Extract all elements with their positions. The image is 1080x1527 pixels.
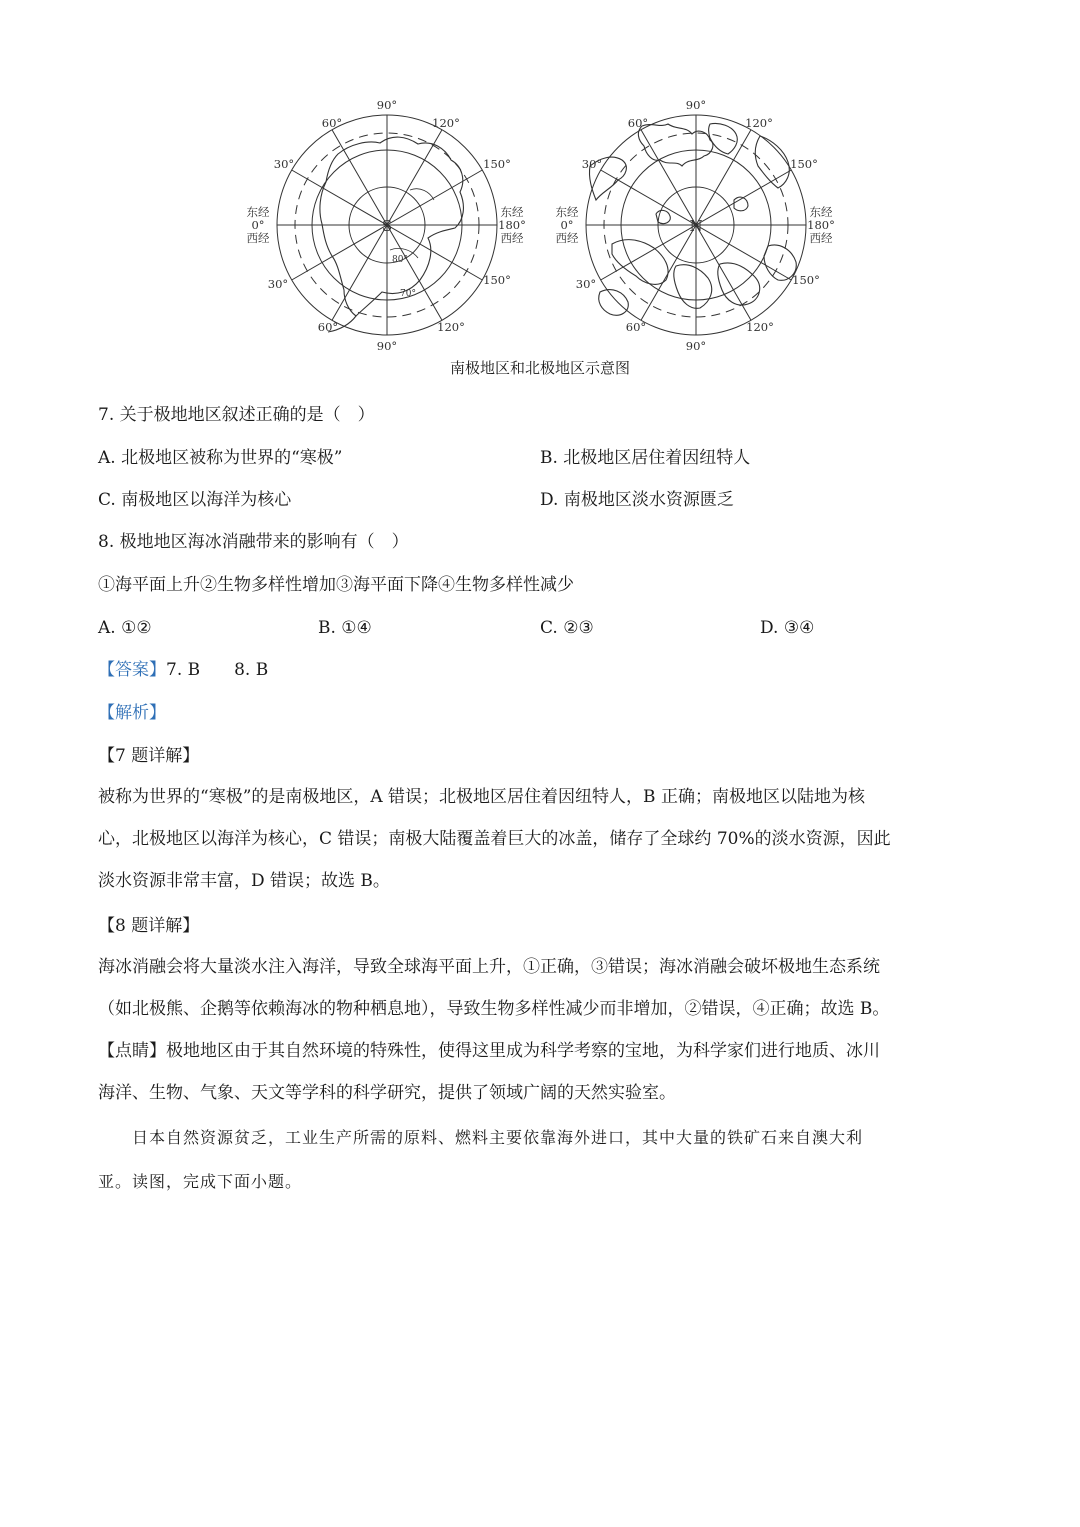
north-left-axis-zero: 0° — [560, 218, 574, 232]
intro-line: 日本自然资源贫乏，工业生产所需的原料、燃料主要依靠海外进口，其中大量的铁矿石来自澳大利 — [132, 1128, 864, 1147]
south-lat-80: 80° — [392, 255, 408, 265]
south-polar-map — [247, 98, 526, 353]
south-left-axis-west: 西经 — [246, 231, 270, 245]
south-lon-lower-right: 150° — [483, 273, 511, 287]
alaska-coast — [599, 290, 629, 316]
south-right-axis-east: 东经 — [500, 205, 524, 219]
polar-maps-figure — [240, 96, 840, 358]
q7-detail-title: 【7 题详解】 — [98, 746, 200, 766]
q8-detail-text — [98, 946, 978, 1114]
south-lon-bottom-left: 60° — [317, 320, 339, 334]
north-left-axis-east: 东经 — [555, 205, 579, 219]
tip-line: 【点睛】极地地区由于其自然环境的特殊性，使得这里成为科学考察的宝地，为科学家们进行地质、冰川 — [98, 1041, 880, 1061]
q7-detail-line: 被称为世界的“寒极”的是南极地区，A 错误；北极地区居住着因纽特人，B 正确；南极地区以陆地为核 — [98, 787, 865, 807]
q8-detail-title: 【8 题详解】 — [98, 916, 200, 936]
south-lon-upper-right: 150° — [483, 157, 511, 171]
q8-option-c: C. ②③ — [540, 618, 594, 638]
q8-option-b: B. ①④ — [318, 618, 372, 638]
q7-option-a: A. 北极地区被称为世界的“寒极” — [98, 448, 343, 468]
north-lon-top: 90° — [685, 98, 707, 112]
south-lon-top-left: 60° — [321, 116, 343, 130]
q7-detail-line: 淡水资源非常丰富，D 错误；故选 B。 — [98, 871, 390, 891]
q7-option-b: B. 北极地区居住着因纽特人 — [540, 448, 751, 468]
north-pole-label: N — [689, 217, 703, 235]
greenland-north — [709, 123, 738, 154]
north-lon-bottom-left: 60° — [625, 320, 647, 334]
north-lon-top-left: 60° — [627, 116, 649, 130]
north-polar-map — [556, 98, 835, 353]
south-left-axis-zero: 0° — [251, 218, 265, 232]
tip-line: 海洋、生物、气象、天文等学科的科学研究，提供了领域广阔的天然实验室。 — [98, 1083, 676, 1103]
q8-detail-line: （如北极熊、企鹅等依赖海冰的物种栖息地），导致生物多样性减少而非增加，②错误，④正确；故选 B。 — [98, 999, 890, 1019]
north-lon-bottom-right: 120° — [746, 320, 774, 334]
scandinavia — [674, 265, 712, 309]
q8-option-d: D. ③④ — [760, 618, 815, 638]
north-lon-upper-right: 150° — [790, 157, 818, 171]
q8-detail-line: 海冰消融会将大量淡水注入海洋，导致全球海平面上升，①正确，③错误；海冰消融会破坏极地生态系统 — [98, 957, 880, 977]
north-right-axis-east: 东经 — [809, 205, 833, 219]
north-left-axis-west: 西经 — [555, 231, 579, 245]
south-pole-label: S — [381, 217, 393, 235]
south-lat-70: 70° — [400, 289, 416, 299]
next-question-intro — [98, 1116, 978, 1204]
q7-stem: 7. 关于极地地区叙述正确的是（ ） — [98, 405, 375, 425]
south-lon-lower-left: 30° — [267, 277, 289, 291]
polar-maps-svg — [240, 96, 840, 358]
north-lon-top-right: 120° — [745, 116, 773, 130]
south-lon-upper-left: 30° — [273, 157, 295, 171]
analysis-label: 【解析】 — [98, 703, 166, 723]
answer-value: 7. B 8. B — [166, 660, 269, 680]
north-right-axis-180: 180° — [807, 218, 835, 232]
south-lon-bottom-right: 120° — [437, 320, 465, 334]
q7-detail-line: 心，北极地区以海洋为核心，C 错误；南极大陆覆盖着巨大的冰盖，储存了全球约 70%的淡水资源，因此 — [98, 829, 891, 849]
south-left-axis-east: 东经 — [246, 205, 270, 219]
q8-items: ①海平面上升②生物多样性增加③海平面下降④生物多样性减少 — [98, 575, 574, 595]
south-lon-top-right: 120° — [432, 116, 460, 130]
north-right-axis-west: 西经 — [809, 231, 833, 245]
north-lon-lower-left: 30° — [575, 277, 597, 291]
south-lon-top: 90° — [376, 98, 398, 112]
q7-option-c: C. 南极地区以海洋为核心 — [98, 490, 292, 510]
greenland-east — [755, 136, 789, 188]
intro-line: 亚。读图，完成下面小题。 — [98, 1172, 303, 1191]
answer-line — [98, 658, 268, 682]
south-lon-bottom: 90° — [376, 339, 398, 353]
q7-detail-text — [98, 776, 978, 902]
north-lon-bottom: 90° — [685, 339, 707, 353]
q7-option-d: D. 南极地区淡水资源匮乏 — [540, 490, 734, 510]
answer-label: 【答案】 — [98, 660, 166, 680]
south-right-axis-west: 西经 — [500, 231, 524, 245]
north-lon-upper-left: 30° — [581, 157, 603, 171]
q8-stem: 8. 极地地区海冰消融带来的影响有（ ） — [98, 532, 409, 552]
arctic-island-small — [656, 210, 670, 223]
figure-caption: 南极地区和北极地区示意图 — [449, 359, 630, 377]
north-lon-lower-right: 150° — [792, 273, 820, 287]
south-right-axis-180: 180° — [498, 218, 526, 232]
q8-option-a: A. ①② — [98, 618, 152, 638]
